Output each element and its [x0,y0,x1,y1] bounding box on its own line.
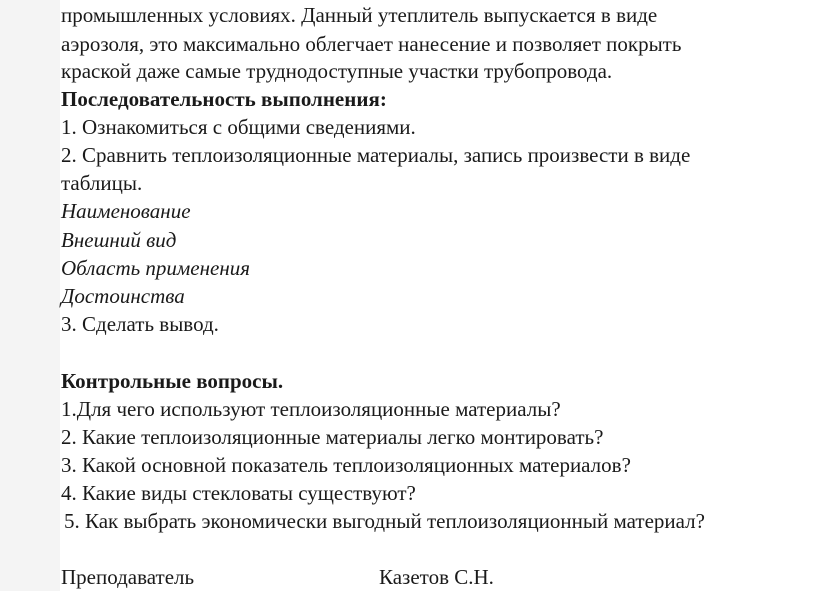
table-field-appearance: Внешний вид [61,228,177,252]
question-2: 2. Какие теплоизоляционные материалы легко монтировать? [61,425,604,449]
question-1: 1.Для чего используют теплоизоляционные материалы? [61,397,561,421]
procedure-step-2: 2. Сравнить теплоизоляционные материалы, запись произвести в виде [61,143,691,167]
procedure-step-3: 3. Сделать вывод. [61,312,219,336]
questions-heading: Контрольные вопросы. [61,369,284,393]
table-field-name: Наименование [61,199,191,223]
procedure-step-1: 1. Ознакомиться с общими сведениями. [61,115,416,139]
procedure-heading: Последовательность выполнения: [61,87,387,111]
table-field-application: Область применения [61,256,251,280]
intro-line-1: промышленных условиях. Данный утеплитель выпускается в виде [61,3,658,27]
question-3: 3. Какой основной показатель теплоизоляционных материалов? [61,453,631,477]
question-5: 5. Как выбрать экономически выгодный теплоизоляционный материал? [64,509,705,533]
intro-line-2: аэрозоля, это максимально облегчает нанесение и позволяет покрыть [61,32,682,56]
signature-role: Преподаватель [61,565,195,589]
signature-name: Казетов С.Н. [379,565,494,589]
question-4: 4. Какие виды стекловаты существуют? [61,481,416,505]
procedure-step-2-continued: таблицы. [61,171,143,195]
table-field-advantages: Достоинства [61,284,185,308]
left-margin [0,0,60,591]
intro-line-3: краской даже самые труднодоступные участки трубопровода. [61,59,613,83]
